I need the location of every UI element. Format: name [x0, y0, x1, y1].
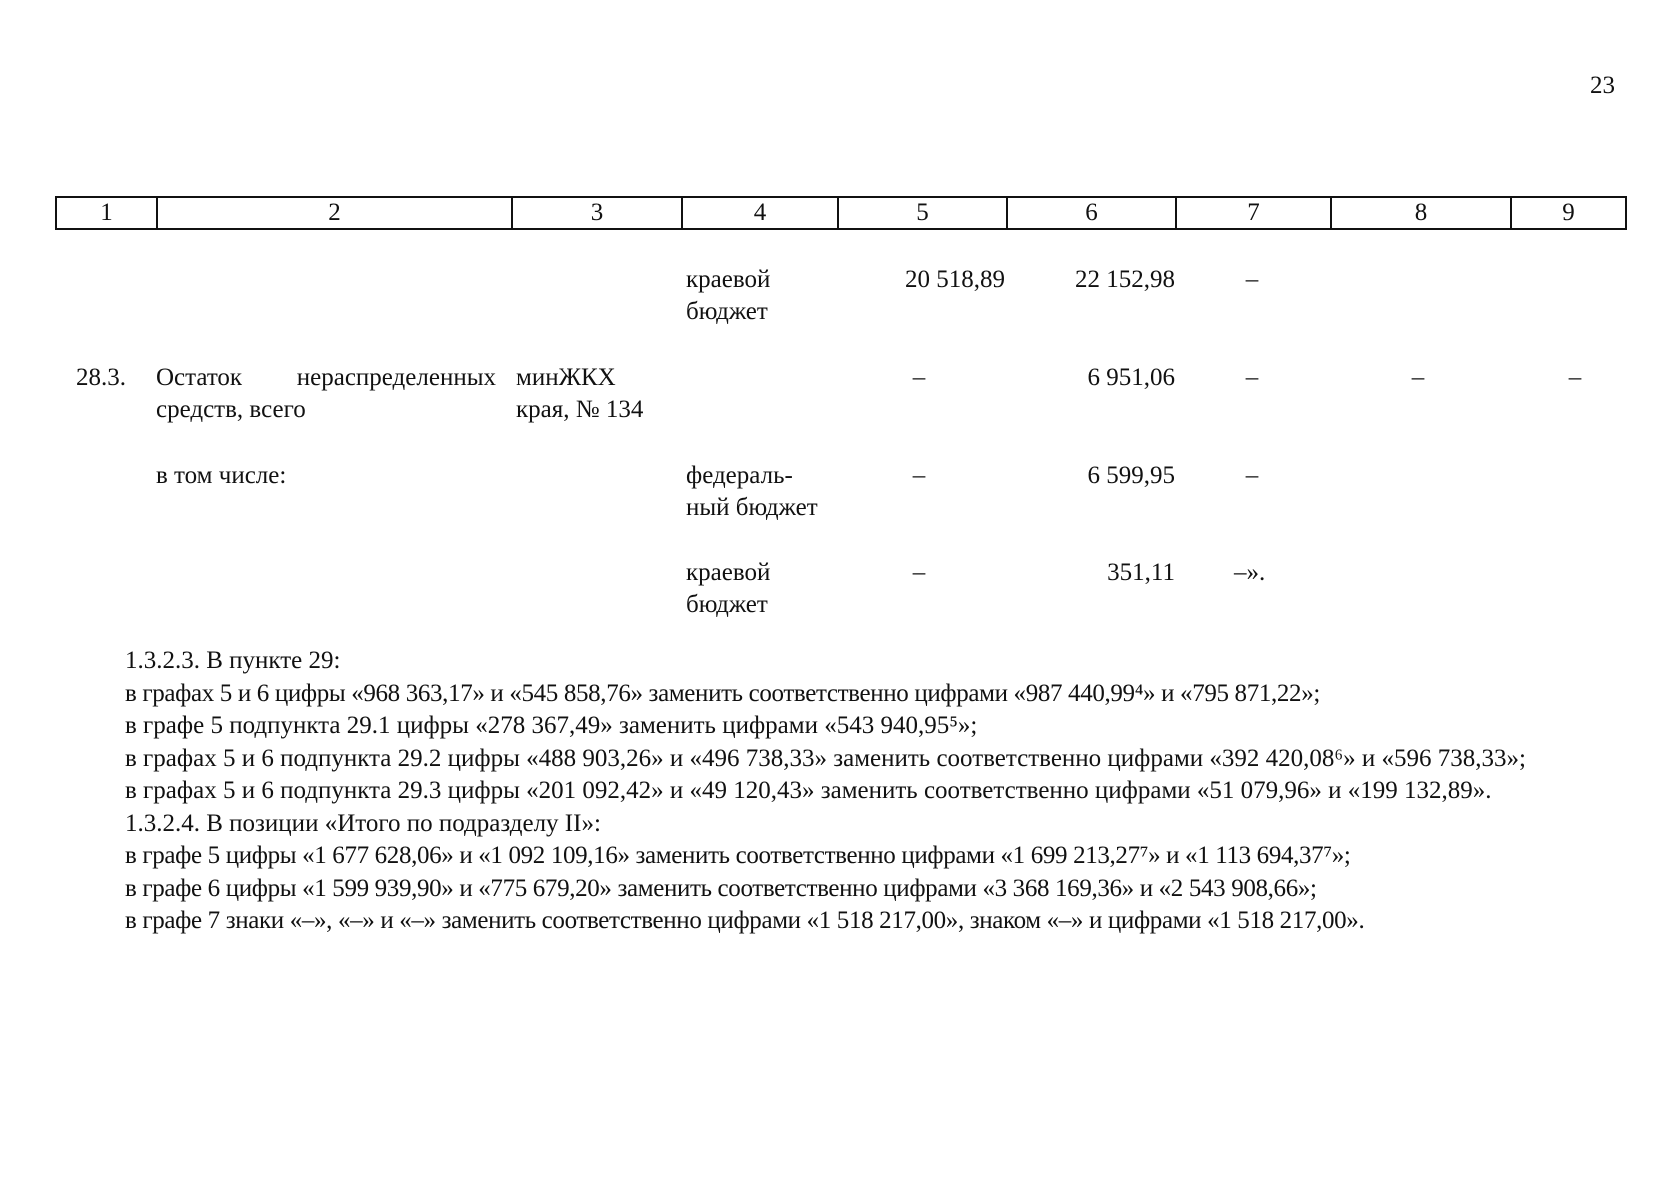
table-row-2-col5: – — [912, 462, 926, 489]
table-row-3-budget: краевой бюджет — [686, 559, 771, 618]
table-row-2-col7: – — [1245, 462, 1259, 489]
table-row-2-col6: 6 599,95 — [1087, 462, 1175, 489]
table-row-2-name: в том числе: — [156, 462, 287, 489]
table-row-0-budget: краевой бюджет — [686, 266, 771, 325]
paragraph-1-3-2-3-heading: 1.3.2.3. В пункте 29: — [125, 647, 341, 674]
paragraph-item-29-3: в графах 5 и 6 подпункта 29.3 цифры «201 092,42» и «49 120,43» заменить соответственно цифрами «51 079,96» и «199 132,89». — [125, 777, 1492, 804]
header-col-4: 4 — [682, 197, 838, 229]
paragraph-total-col7: в графе 7 знаки «–», «–» и «–» заменить соответственно цифрами «1 518 217,00», знаком «–» и цифрами «1 518 217,00». — [125, 907, 1365, 934]
header-col-8: 8 — [1331, 197, 1511, 229]
table-row-1-col5: – — [912, 364, 926, 391]
header-col-6: 6 — [1007, 197, 1176, 229]
table-row-0-col7: – — [1245, 266, 1259, 293]
header-row — [56, 197, 1626, 229]
table-row-1-num: 28.3. — [76, 364, 126, 391]
paragraph-total-col5: в графе 5 цифры «1 677 628,06» и «1 092 109,16» заменить соответственно цифрами «1 699 213,27⁷» и «1 113 694,37⁷»; — [125, 842, 1351, 869]
header-col-1: 1 — [56, 197, 157, 229]
paragraph-item-29-2: в графах 5 и 6 подпункта 29.2 цифры «488 903,26» и «496 738,33» заменить соответственно цифрами «392 420,08⁶» и «596 738,33»; — [125, 744, 1526, 772]
table-row-1-col9: – — [1568, 364, 1582, 391]
paragraph-total-col6: в графе 6 цифры «1 599 939,90» и «775 679,20» заменить соответственно цифрами «3 368 169,36» и «2 543 908,66»; — [125, 874, 1317, 902]
paragraph-1-3-2-4-heading: 1.3.2.4. В позиции «Итого по подразделу II»: — [125, 809, 601, 837]
header-col-7: 7 — [1176, 197, 1331, 229]
table-row-1-col6: 6 951,06 — [1087, 364, 1175, 391]
table-row-1-name: Остаток нераспределенных средств, всего — [156, 364, 496, 423]
amendment-text — [55, 645, 1625, 938]
column-number-header — [55, 196, 1627, 230]
table-row-1-col8: – — [1411, 364, 1425, 391]
table-row-2-budget: федераль-ный бюджет — [686, 462, 818, 521]
table-row-1-col7: – — [1245, 364, 1259, 391]
table-row-3-col7: –». — [1234, 559, 1266, 586]
table-row-3-col5: – — [912, 559, 926, 586]
header-col-5: 5 — [838, 197, 1007, 229]
header-col-3: 3 — [512, 197, 682, 229]
table-row-0-col6: 22 152,98 — [1075, 266, 1175, 293]
header-col-9: 9 — [1511, 197, 1626, 229]
page-number: 23 — [1590, 72, 1615, 99]
table-row-0-col5: 20 518,89 — [905, 266, 1005, 293]
paragraph-item-29-1: в графе 5 подпункта 29.1 цифры «278 367,49» заменить цифрами «543 940,95⁵»; — [125, 712, 978, 739]
table-row-1-executor: минЖКХ края, № 134 — [516, 364, 644, 423]
paragraph-item-29: в графах 5 и 6 цифры «968 363,17» и «545 858,76» заменить соответственно цифрами «987 440,99⁴» и «795 871,22»; — [125, 679, 1320, 707]
table-row-3-col6: 351,11 — [1107, 559, 1175, 586]
header-col-2: 2 — [157, 197, 512, 229]
